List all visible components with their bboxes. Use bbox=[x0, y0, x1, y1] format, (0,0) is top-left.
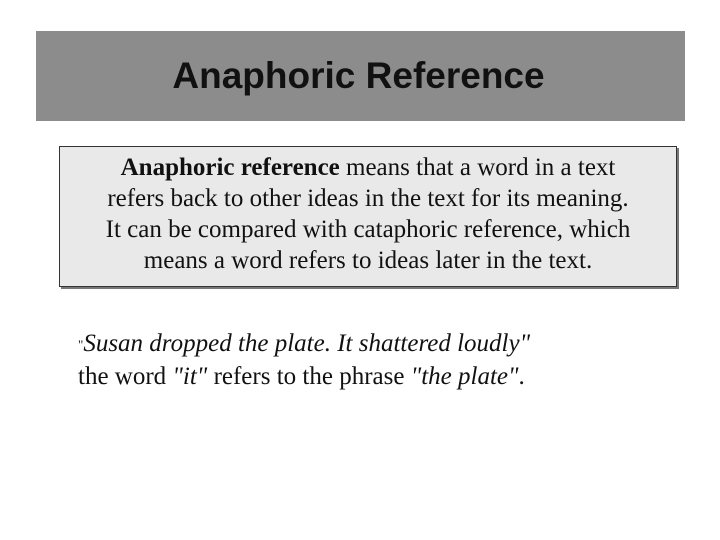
example-phrase: "the plate" bbox=[410, 363, 519, 390]
definition-box bbox=[59, 146, 677, 287]
example-prefix: the word bbox=[78, 363, 173, 390]
definition-line-2: refers back to other ideas in the text for its meaning. bbox=[107, 185, 629, 212]
title-bar bbox=[36, 31, 685, 121]
example-word: "it" bbox=[172, 363, 208, 390]
definition-line-1-rest: means that a word in a text bbox=[339, 154, 616, 181]
slide-title: Anaphoric Reference bbox=[172, 55, 545, 96]
example-sentence: Susan dropped the plate. It shattered loudly" bbox=[83, 330, 531, 357]
definition-line-4: means a word refers to ideas later in the text. bbox=[143, 247, 593, 274]
definition-line-3: It can be compared with cataphoric reference, which bbox=[105, 216, 631, 243]
example-end: . bbox=[518, 363, 525, 390]
definition-term: Anaphoric reference bbox=[120, 154, 340, 181]
example-explanation-line bbox=[78, 361, 530, 393]
example-middle: refers to the phrase bbox=[207, 363, 411, 390]
example-open-quote: " bbox=[78, 337, 84, 352]
example-sentence-line bbox=[78, 328, 530, 361]
definition-line-1 bbox=[60, 152, 676, 183]
example-block bbox=[78, 328, 530, 393]
